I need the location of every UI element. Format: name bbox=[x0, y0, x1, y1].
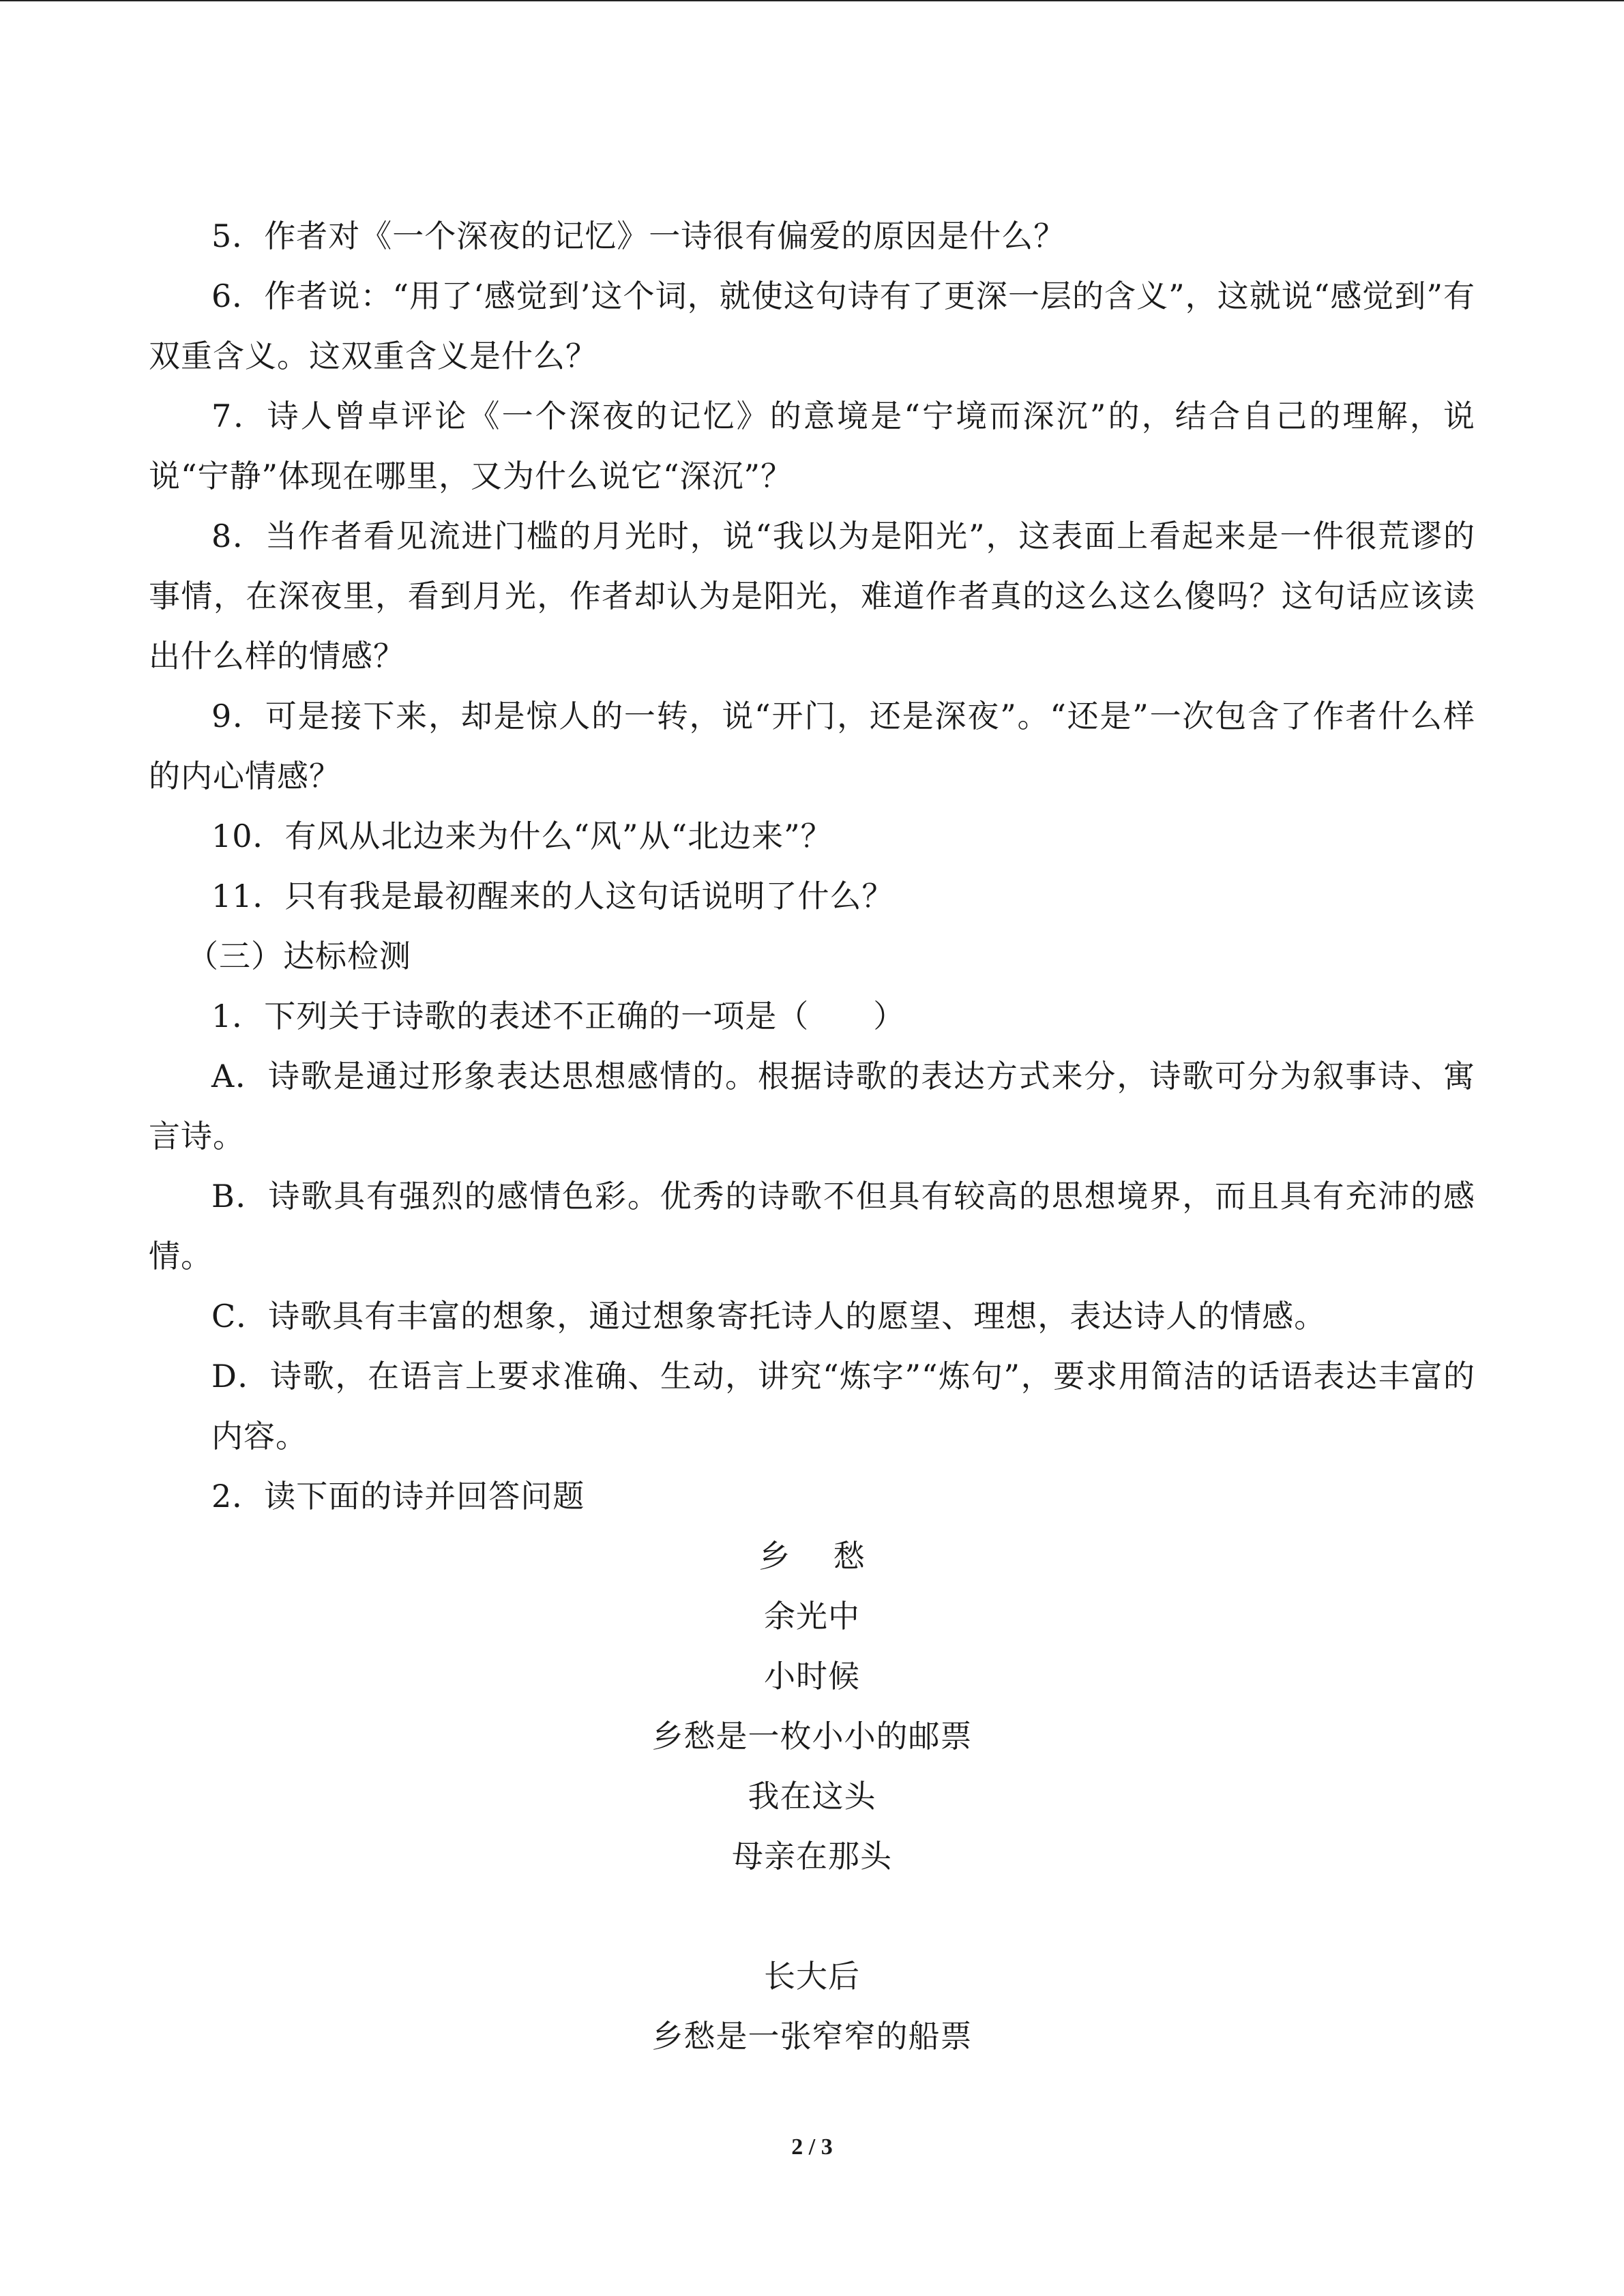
question-10: 10．有风从北边来为什么“风”从“北边来”？ bbox=[211, 818, 833, 854]
poem-line: 长大后 bbox=[764, 1958, 860, 1995]
question-5: 5．作者对《一个深夜的记忆》一诗很有偏爱的原因是什么？ bbox=[211, 218, 1066, 254]
poem-title: 乡 愁 bbox=[758, 1538, 866, 1575]
exercise-1-option-b: B．诗歌具有强烈的感情色彩。优秀的诗歌不但具有较高的思想境界，而且具有充沛的感情。 bbox=[149, 1178, 1475, 1274]
exercise-1-option-c: C．诗歌具有丰富的想象，通过想象寄托诗人的愿望、理想，表达诗人的情感。 bbox=[211, 1298, 1327, 1335]
poem-line: 乡愁是一枚小小的邮票 bbox=[651, 1718, 973, 1755]
exercise-1-option-d: D．诗歌，在语言上要求准确、生动，讲究“炼字”“炼句”，要求用简洁的话语表达丰富的内容。 bbox=[211, 1358, 1475, 1455]
question-7: 7．诗人曾卓评论《一个深夜的记忆》的意境是“宁境而深沉”的，结合自己的理解，说说“宁静”体现在哪里，又为什么说它“深沉”？ bbox=[149, 398, 1475, 494]
poem-line: 我在这头 bbox=[748, 1778, 876, 1815]
poem-line: 乡愁是一张窄窄的船票 bbox=[651, 2018, 973, 2055]
section-heading: （三）达标检测 bbox=[187, 938, 411, 974]
question-9: 9．可是接下来，却是惊人的一转，说“开门，还是深夜”。“还是”一次包含了作者什么样的内心情感？ bbox=[149, 698, 1475, 794]
stanza-break bbox=[149, 1886, 1475, 1946]
poem-line: 小时候 bbox=[764, 1658, 860, 1695]
poem bbox=[149, 1526, 1475, 2066]
poem-line: 母亲在那头 bbox=[732, 1838, 892, 1875]
exercise-2-stem: 2．读下面的诗并回答问题 bbox=[211, 1478, 585, 1515]
poem-author: 余光中 bbox=[764, 1598, 860, 1635]
page-content bbox=[149, 206, 1475, 2066]
question-8: 8．当作者看见流进门槛的月光时，说“我以为是阳光”，这表面上看起来是一件很荒谬的事情，在深夜里，看到月光，作者却认为是阳光，难道作者真的这么这么傻吗？这句话应该读出什么样的情感？ bbox=[149, 518, 1475, 674]
question-11: 11．只有我是最初醒来的人这句话说明了什么？ bbox=[211, 878, 894, 914]
exercise-1-option-a: A．诗歌是通过形象表达思想感情的。根据诗歌的表达方式来分，诗歌可分为叙事诗、寓言诗。 bbox=[149, 1058, 1475, 1154]
question-6: 6．作者说：“用了‘感觉到’这个词，就使这句诗有了更深一层的含义”，这就说“感觉到”有双重含义。这双重含义是什么？ bbox=[149, 278, 1475, 374]
exercise-1-stem: 1．下列关于诗歌的表述不正确的一项是（ ） bbox=[211, 998, 906, 1034]
page-number: 2 / 3 bbox=[791, 2134, 833, 2160]
